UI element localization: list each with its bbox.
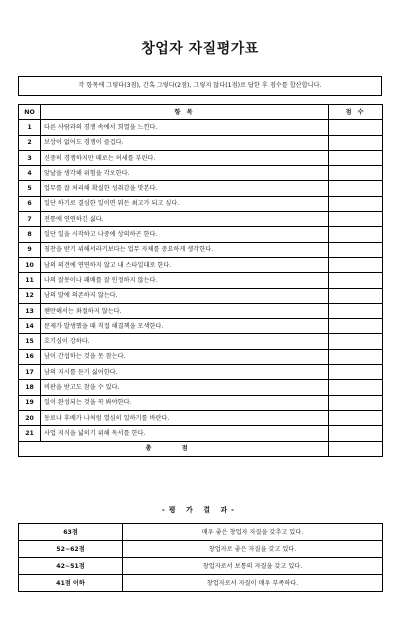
score-cell[interactable] [329,395,383,410]
item-number: 16 [19,349,41,364]
item-number: 15 [19,334,41,349]
score-cell[interactable] [329,303,383,318]
item-text: 업무를 잘 처리해 확실한 성취감을 맛본다. [41,181,329,196]
score-cell[interactable] [329,334,383,349]
score-cell[interactable] [329,242,383,257]
score-cell[interactable] [329,196,383,211]
table-row [19,227,383,242]
score-cell[interactable] [329,150,383,165]
item-text: 남이 간섭하는 것을 못 참는다. [41,349,329,364]
item-text: 웬만해서는 좌절하지 않는다. [41,303,329,318]
score-cell[interactable] [329,273,383,288]
item-text: 일단 일을 시작하고 나중에 상의하곤 한다. [41,227,329,242]
item-number: 1 [19,120,41,135]
score-cell[interactable] [329,135,383,150]
item-number: 2 [19,135,41,150]
result-row [19,558,383,575]
item-text: 남의 말에 의존하지 않는다. [41,288,329,303]
score-cell[interactable] [329,319,383,334]
result-row [19,524,383,541]
item-text: 문제가 발생했을 때 직접 해결책을 모색한다. [41,319,329,334]
item-number: 6 [19,196,41,211]
total-label: 총 점 [19,441,329,456]
header-no: NO [19,105,41,120]
item-number: 5 [19,181,41,196]
score-cell[interactable] [329,365,383,380]
table-row [19,349,383,364]
table-row [19,181,383,196]
item-text: 보상이 없어도 경쟁이 즐겁다. [41,135,329,150]
score-cell[interactable] [329,349,383,364]
item-text: 다른 사람과의 경쟁 속에서 희열을 느낀다. [41,120,329,135]
table-row [19,150,383,165]
item-number: 12 [19,288,41,303]
table-row [19,380,383,395]
results-title: -평 가 결 과- [161,506,239,514]
result-score-range: 63점 [19,524,123,541]
table-row [19,395,383,410]
evaluation-table [18,104,383,457]
table-row [19,166,383,181]
total-row [19,441,383,456]
total-score-cell[interactable] [329,441,383,456]
result-row [19,541,383,558]
item-text: 사업 지식을 넓히기 위해 독서를 한다. [41,426,329,441]
result-score-range: 52~62점 [19,541,123,558]
item-number: 20 [19,410,41,425]
table-row [19,257,383,272]
item-text: 남의 지시를 듣기 싫어한다. [41,365,329,380]
table-row [19,242,383,257]
table-row [19,303,383,318]
table-row [19,212,383,227]
item-number: 14 [19,319,41,334]
score-cell[interactable] [329,380,383,395]
score-cell[interactable] [329,181,383,196]
header-item: 항 목 [41,105,329,120]
item-text: 일이 완성되는 것을 꼭 봐야한다. [41,395,329,410]
table-row [19,135,383,150]
score-cell[interactable] [329,212,383,227]
score-cell[interactable] [329,166,383,181]
result-description: 창업자로서 자질이 매우 부족하다. [123,575,383,592]
result-score-range: 41점 이하 [19,575,123,592]
item-text: 나의 잘못이나 패배를 잘 인정하지 않는다. [41,273,329,288]
item-text: 일단 하기로 결심한 일이면 뭐든 최고가 되고 싶다. [41,196,329,211]
table-row [19,365,383,380]
result-score-range: 42~51점 [19,558,123,575]
header-score: 점 수 [329,105,383,120]
instruction-box: 각 항목에 그렇다(3점), 간혹 그렇다(2점), 그렇지 않다(1점)로 답한 후 점수를 합산합니다. [18,76,382,96]
table-row [19,426,383,441]
item-number: 4 [19,166,41,181]
item-text: 비판을 받고도 참을 수 있다. [41,380,329,395]
score-cell[interactable] [329,120,383,135]
item-number: 7 [19,212,41,227]
page-title: 창업자 자질평가표 [141,41,259,57]
result-description: 매우 좋은 창업자 자질을 갖추고 있다. [123,524,383,541]
item-text: 전통에 연연하긴 싫다. [41,212,329,227]
item-number: 11 [19,273,41,288]
item-text: 신중히 경쟁하지만 때로는 허세를 부린다. [41,150,329,165]
item-number: 13 [19,303,41,318]
score-cell[interactable] [329,426,383,441]
table-row [19,319,383,334]
item-text: 남의 의견에 연연하지 않고 내 스타일대로 한다. [41,257,329,272]
result-row [19,575,383,592]
score-cell[interactable] [329,227,383,242]
item-number: 21 [19,426,41,441]
item-text: 앞날을 생각해 위험을 각오한다. [41,166,329,181]
table-row [19,273,383,288]
table-row [19,196,383,211]
item-number: 18 [19,380,41,395]
table-row [19,410,383,425]
score-cell[interactable] [329,410,383,425]
score-cell[interactable] [329,288,383,303]
results-table [18,523,383,592]
item-number: 9 [19,242,41,257]
table-row [19,288,383,303]
item-text: 호기심이 강하다. [41,334,329,349]
item-text: 동료나 후배가 나처럼 열심히 일하기를 바란다. [41,410,329,425]
score-cell[interactable] [329,257,383,272]
table-row [19,334,383,349]
item-number: 17 [19,365,41,380]
table-header-row [19,105,383,120]
item-number: 19 [19,395,41,410]
item-text: 칭찬을 받기 위해서라기보다는 업무 자체를 중요하게 생각한다. [41,242,329,257]
result-description: 창업자로서 보통의 자질을 갖고 있다. [123,558,383,575]
item-number: 3 [19,150,41,165]
result-description: 창업자로 좋은 자질을 갖고 있다. [123,541,383,558]
item-number: 10 [19,257,41,272]
table-row [19,120,383,135]
item-number: 8 [19,227,41,242]
